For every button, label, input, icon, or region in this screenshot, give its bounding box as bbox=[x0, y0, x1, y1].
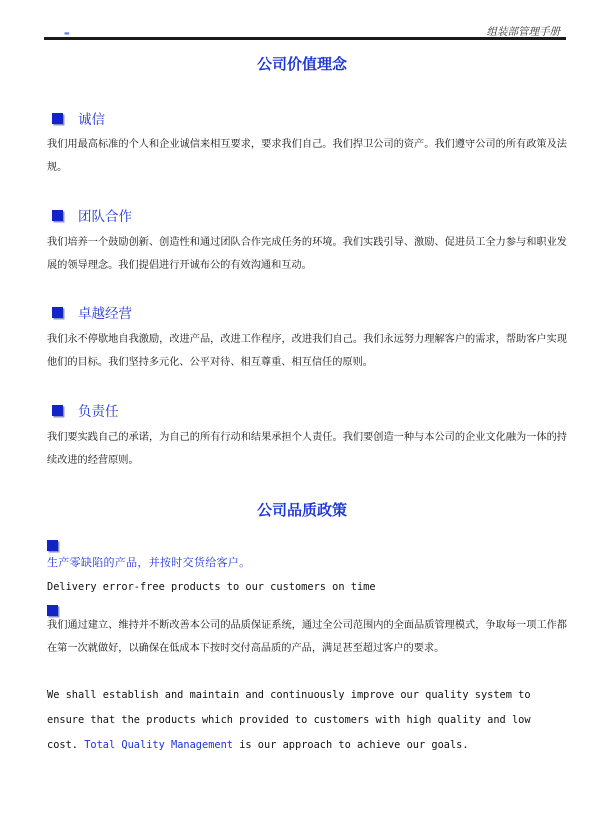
value-item-teamwork bbox=[52, 206, 132, 224]
value-item-integrity bbox=[52, 109, 105, 127]
value-item-text: 我们培养一个鼓励创新、创造性和通过团队合作完成任务的环境。我们实践引导、激励、促进员工全力参与和职业发展的领导理念。我们提倡进行开诚布公的有效沟通和互动。 bbox=[47, 237, 567, 271]
bullet-square-icon bbox=[52, 210, 63, 221]
bullet-square-icon bbox=[52, 405, 63, 416]
values-section-title: 公司价值理念 bbox=[256, 55, 347, 73]
value-item-responsibility bbox=[52, 401, 119, 419]
header-title: 组装部管理手册 bbox=[486, 26, 560, 38]
bullet-square-icon bbox=[52, 307, 63, 318]
policy2-en-highlight: Total Quality Management bbox=[84, 739, 233, 751]
value-item-title: 负责任 bbox=[78, 404, 119, 420]
value-item-title: 卓越经营 bbox=[78, 306, 132, 322]
value-item-title: 诚信 bbox=[78, 112, 105, 128]
policy2-cn: 我们通过建立、维持并不断改善本公司的品质保证系统，通过全公司范围内的全面品质管理模式，争取每一项工作都在第一次就做好，以确保在低成本下按时交付高品质的产品，满足甚至超过客户的要求。 bbox=[47, 620, 567, 654]
policy1-cn: 生产零缺陷的产品，并按时交货给客户。 bbox=[47, 556, 251, 569]
policy2-en-part2: is our approach to achieve our goals. bbox=[233, 739, 469, 751]
value-item-text: 我们要实践自己的承诺，为自己的所有行动和结果承担个人责任。我们要创造一种与本公司的企业文化融为一体的持续改进的经营原则。 bbox=[47, 432, 567, 466]
policy2-en bbox=[47, 683, 567, 758]
value-item-title: 团队合作 bbox=[78, 209, 132, 225]
quality-bullet-1 bbox=[47, 536, 58, 555]
policy2-en-part1: We shall establish and maintain and continuously improve our quality system to ensure that the products which provided to customers with high quality and low cost. bbox=[47, 689, 531, 751]
policy1-en: Delivery error-free products to our customers on time bbox=[47, 581, 376, 593]
bullet-square-icon bbox=[47, 540, 58, 551]
value-item-text: 我们永不停歇地自我激励，改进产品，改进工作程序，改进我们自己。我们永远努力理解客户的需求，帮助客户实现他们的目标。我们坚持多元化、公平对待、相互尊重、相互信任的原则。 bbox=[47, 334, 567, 368]
quality-section-title: 公司品质政策 bbox=[256, 501, 347, 519]
bullet-square-icon bbox=[52, 113, 63, 124]
header-mark: ▬ bbox=[64, 30, 70, 37]
value-item-text: 我们用最高标准的个人和企业诚信来相互要求，要求我们自己。我们捍卫公司的资产。我们遵守公司的所有政策及法规。 bbox=[47, 139, 567, 173]
value-item-excellence bbox=[52, 303, 132, 321]
header-rule bbox=[44, 37, 566, 40]
